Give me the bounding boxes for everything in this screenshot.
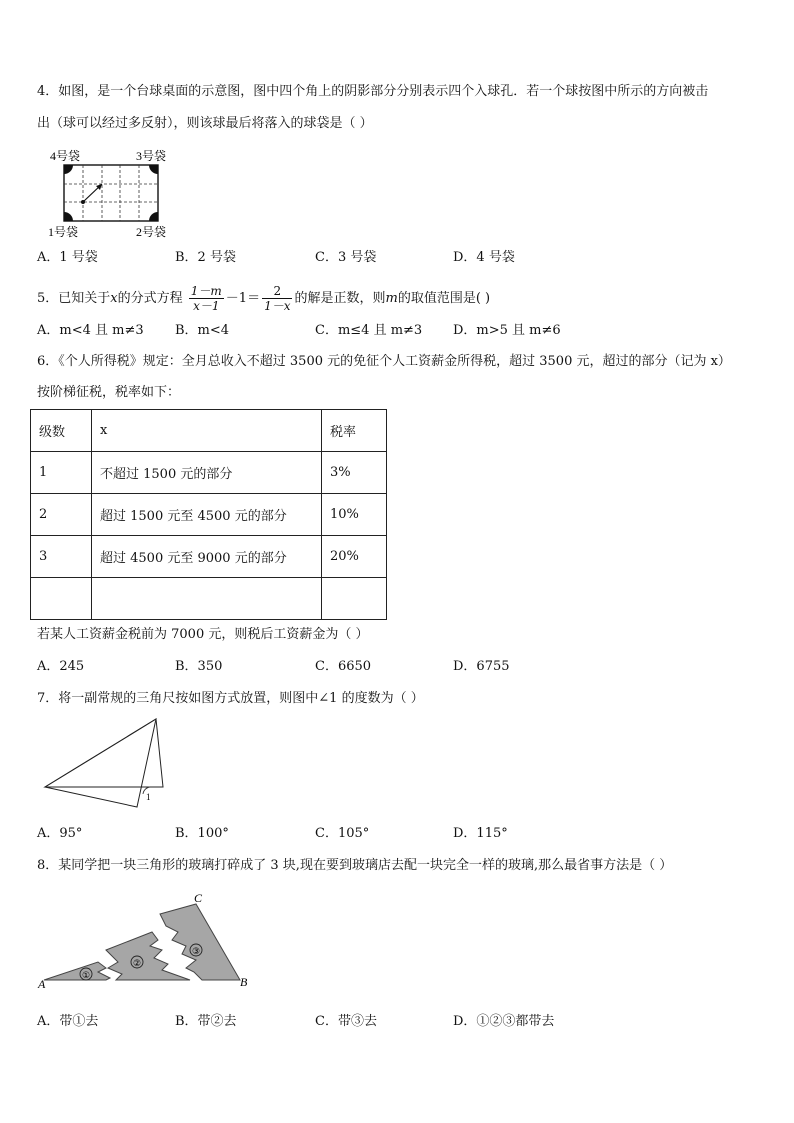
q5-option-c[interactable]: C．m≤4 且 m≠3 (315, 323, 423, 338)
broken-glass-figure (36, 888, 266, 992)
q4-option-d[interactable]: D．4 号袋 (453, 250, 515, 265)
pocket-3 (149, 165, 158, 174)
q7-stem: 7．将一副常规的三角尺按如图方式放置，则图中∠1 的度数为（ ） (37, 691, 424, 706)
pocket-1-label: 1号袋 (48, 225, 79, 239)
q4-option-b[interactable]: B．2 号袋 (175, 250, 236, 265)
q6-stem-line1: 6．《个人所得税》规定：全月总收入不超过 3500 元的免征个人工资薪金所得税，超过 3500 元，超过的部分（记为 x） (37, 354, 731, 369)
billiard-table-figure (44, 146, 184, 240)
q5-fraction-1: $\frac{1-m}{x-1}$ (190, 284, 222, 313)
q5-fraction-2: $\frac{2}{1-x}$ (264, 284, 291, 313)
pocket-2-label: 2号袋 (136, 225, 167, 239)
q4-stem-line1: 4．如图，是一个台球桌面的示意图，图中四个角上的阴影部分分别表示四个入球孔．若一个球按图中所示的方向被击 (37, 84, 709, 99)
q8-option-a[interactable]: A．带①去 (37, 1014, 99, 1029)
ball (81, 200, 85, 204)
q6-stem-line2: 按阶梯征税，税率如下： (37, 385, 181, 400)
q8-stem: 8．某同学把一块三角形的玻璃打碎成了 3 块,现在要到玻璃店去配一块完全一样的玻璃,那么最省事方法是（ ） (37, 858, 673, 873)
triangle-ruler-2 (45, 719, 163, 787)
pocket-3-label: 3号袋 (136, 149, 167, 163)
table-row: 2 超过 1500 元至 4500 元的部分 10% (31, 494, 387, 536)
q7-option-b[interactable]: B．100° (175, 826, 229, 841)
pocket-4 (64, 165, 73, 174)
q5-stem: 5．已知关于x的分式方程 $\frac{1-m}{x-1}$ －1＝ $\frac{2}{1-x}$ 的解是正数，则m的取值范围是( ) (37, 284, 491, 313)
q6-option-b[interactable]: B．350 (175, 659, 223, 674)
vertex-b-label: B (240, 975, 248, 989)
header-rate: 税率 (322, 410, 387, 452)
q8-option-d[interactable]: D．①②③都带去 (453, 1014, 555, 1029)
table-grid (64, 165, 158, 221)
table-header-row (31, 410, 387, 452)
piece-2-label: ② (132, 959, 142, 969)
pocket-1 (64, 212, 73, 221)
tax-rate-table (30, 409, 387, 620)
q7-option-a[interactable]: A．95° (37, 826, 83, 841)
table-row: 1 不超过 1500 元的部分 3% (31, 452, 387, 494)
vertex-a-label: A (38, 977, 46, 991)
piece-1-label: ① (81, 971, 91, 981)
q4-option-a[interactable]: A．1 号袋 (37, 250, 98, 265)
q8-option-c[interactable]: C．带③去 (315, 1014, 377, 1029)
header-level: 级数 (31, 410, 92, 452)
angle-1-label: 1 (146, 792, 151, 802)
header-x: x (92, 410, 322, 452)
q5-option-b[interactable]: B．m<4 (175, 323, 230, 338)
q6-stem-line3: 若某人工资薪金税前为 7000 元，则税后工资薪金为（ ） (37, 627, 369, 642)
glass-piece-1 (44, 962, 110, 980)
q6-option-d[interactable]: D．6755 (453, 659, 510, 674)
table-row: 3 超过 4500 元至 9000 元的部分 20% (31, 536, 387, 578)
glass-piece-3 (160, 904, 240, 980)
q5-option-a[interactable]: A．m<4 且 m≠3 (37, 323, 144, 338)
pocket-4-label: 4号袋 (50, 149, 81, 163)
vertex-c-label: C (194, 891, 203, 905)
table-border (64, 165, 158, 221)
table-row (31, 578, 387, 620)
set-squares-figure (40, 716, 170, 814)
q4-stem-line2: 出（球可以经过多反射），则该球最后将落入的球袋是（ ） (37, 116, 373, 131)
pocket-2 (149, 212, 158, 221)
triangle-ruler-1 (45, 719, 156, 807)
piece-3-label: ③ (191, 947, 201, 957)
q7-option-c[interactable]: C．105° (315, 826, 370, 841)
q6-option-c[interactable]: C．6650 (315, 659, 372, 674)
q6-option-a[interactable]: A．245 (37, 659, 85, 674)
q5-option-d[interactable]: D．m>5 且 m≠6 (453, 323, 561, 338)
q7-option-d[interactable]: D．115° (453, 826, 508, 841)
q4-option-c[interactable]: C．3 号袋 (315, 250, 377, 265)
q8-option-b[interactable]: B．带②去 (175, 1014, 237, 1029)
